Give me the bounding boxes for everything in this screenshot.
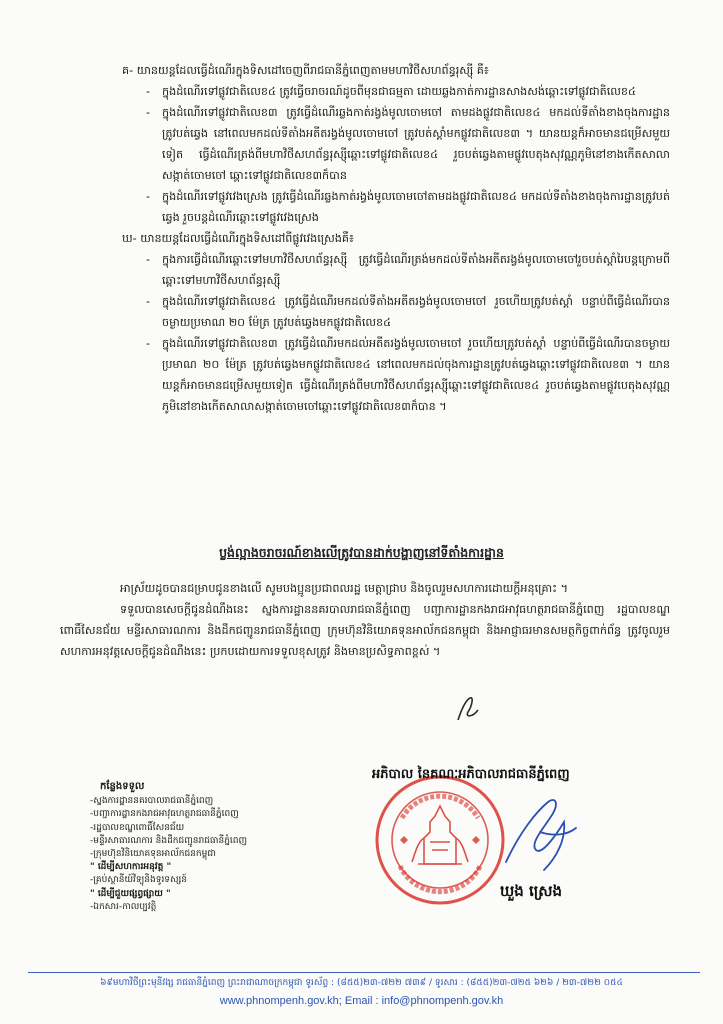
recipient-item: -គ្រប់ស្ថានីយ៍វិទ្យុនិងទូរទស្សន៍: [90, 875, 187, 886]
gha-bullet: - ក្នុងដំណើរទៅផ្លូវជាតិលេខ៣ ត្រូវធ្វើដំណើរមកដល់អតីតរង្វង់មូលចោមចៅ រួចហើយត្រូវបត់ស្តាំ បន្ទាប់ពីធ្វើដំណើរបានចម្ងាយប្រមាណ ២០ ម៉ែត្រ ត្រូវបត់ឆ្វេងមកផ្លូវជាតិលេខ៤ នៅពេលមកដល់ចុងការដ្ឋានត្រូវបត់ឆ្វេងឆ្ពោះទៅផ្លូវជាតិលេខ៣ ។ យានយន្តក៏អាចមានជម្រើសមួយទៀត ធ្វើដំណើរត្រង់ពីមហាវិថីសហព័ន្ធរុស្ស៊ីឆ្ពោះទៅផ្លូវជាតិលេខ៤ រួចបត់ឆ្វេងតាមផ្លូវបេតុងសុវណ្ណភូមិនៅខាងកើតសាលាសង្កាត់ចោមចៅឆ្ពោះទៅផ្លូវជាតិលេខ៣ក៏បាន ។: [146, 337, 670, 413]
recipient-item: -ឯកសារ-កាលប្បវត្តិ: [90, 901, 157, 912]
recipient-note: " ដើម្បីសហការអនុវត្ត ": [90, 862, 172, 873]
ga-bullet: - ក្នុងដំណើរទៅផ្លូវជាតិលេខ៣ ត្រូវធ្វើដំណើរឆ្លងកាត់រង្វង់មូលចោមចៅ តាមដងផ្លូវជាតិលេខ៤ មកដល់ទីតាំងខាងចុងការដ្ឋានត្រូវបត់ឆ្វេង នៅពេលមកដល់ទីតាំងអតីតរង្វង់មូលចោមចៅ ត្រូវបត់ស្តាំមកផ្លូវជាតិលេខ៣ ។ យានយន្តក៏អាចមានជម្រើសមួយទៀត ធ្វើដំណើរត្រង់ពីមហាវិថីសហព័ន្ធរុស្ស៊ីឆ្ពោះទៅផ្លូវជាតិលេខ៤ រួចបត់ឆ្វេងតាមផ្លូវបេតុងសុវណ្ណភូមិនៅខាងកើតសាលាសង្កាត់ចោមចៅ ឆ្ពោះទៅផ្លូវជាតិលេខ៣ក៏បាន: [146, 106, 670, 182]
ga-bullet: - ក្នុងដំណើរទៅផ្លូវវេងស្រេង ត្រូវធ្វើដំណើរឆ្លងកាត់រង្វង់មូលចោមចៅតាមដងផ្លូវជាតិលេខ៤ មកដល់ទីតាំងខាងចុងការដ្ឋានត្រូវបត់ឆ្វេង រួចបន្តដំណើរឆ្ពោះទៅផ្លូវវេងស្រេង: [146, 190, 670, 224]
recipient-item: -ស្នងការដ្ឋាននគរបាលរាជធានីភ្នំពេញ: [90, 796, 214, 807]
gha-bullet-text: ក្នុងការធ្វើដំណើរឆ្ពោះទៅមហាវិថីសហព័ន្ធរុស្ស៊ី ត្រូវធ្វើដំណើរត្រង់មកដល់ទីតាំងអតីតរង្វង់មូលចោមចៅរួចបត់ស្តាំរៃបន្តក្រោមពីឆ្ពោះទៅមហាវិថីសហព័ន្ធរុស្ស៊ី: [162, 253, 670, 287]
gha-bullet: - ក្នុងការធ្វើដំណើរឆ្ពោះទៅមហាវិថីសហព័ន្ធរុស្ស៊ី ត្រូវធ្វើដំណើរត្រង់មកដល់ទីតាំងអតីតរង្វង់មូលចោមចៅរួចបត់ស្តាំរៃបន្តក្រោមពីឆ្ពោះទៅមហាវិថីសហព័ន្ធរុស្ស៊ី: [146, 253, 670, 287]
recipient-note: " ដើម្បីជួយផ្សព្វផ្សាយ ": [90, 888, 171, 899]
official-seal-icon: [372, 772, 508, 908]
recipient-item: -ក្រុមហ៊ុនវិនិយោគទុនអាល័កជនកម្ពុជា: [90, 849, 216, 860]
ga-bullet-text: ក្នុងដំណើរទៅផ្លូវជាតិលេខ៣ ត្រូវធ្វើដំណើរឆ្លងកាត់រង្វង់មូលចោមចៅ តាមដងផ្លូវជាតិលេខ៤ មកដល់ទីតាំងខាងចុងការដ្ឋានត្រូវបត់ឆ្វេង នៅពេលមកដល់ទីតាំងអតីតរង្វង់មូលចោមចៅ ត្រូវបត់ស្តាំមកផ្លូវជាតិលេខ៣ ។ យានយន្តក៏អាចមានជម្រើសមួយទៀត ធ្វើដំណើរត្រង់ពីមហាវិថីសហព័ន្ធរុស្ស៊ីឆ្ពោះទៅផ្លូវជាតិលេខ៤ រួចបត់ឆ្វេងតាមផ្លូវបេតុងសុវណ្ណភូមិនៅខាងកើតសាលាសង្កាត់ចោមចៅ ឆ្ពោះទៅផ្លូវជាតិលេខ៣ក៏បាន: [162, 106, 670, 182]
handwritten-mark-icon: [448, 694, 484, 724]
recipients-list: [90, 780, 360, 914]
closing-text: [60, 578, 670, 662]
recipient-item: -រដ្ឋបាលខណ្ឌពោធិ៍សែនជ័យ: [90, 822, 185, 833]
ga-bullet-text: ក្នុងដំណើរទៅផ្លូវជាតិលេខ៤ ត្រូវធ្វើចរាចរណ៍ដូចពីមុនជាធម្មតា ដោយឆ្លងកាត់ការដ្ឋានសាងសង់ឆ្ពោះទៅផ្លូវជាតិលេខ៤: [162, 85, 636, 98]
footer-contact: www.phnompenh.gov.kh; Email : info@phnompenh.gov.kh: [219, 995, 504, 1007]
gha-bullet-text: ក្នុងដំណើរទៅផ្លូវជាតិលេខ៣ ត្រូវធ្វើដំណើរមកដល់អតីតរង្វង់មូលចោមចៅ រួចហើយត្រូវបត់ស្តាំ បន្ទាប់ពីធ្វើដំណើរបានចម្ងាយប្រមាណ ២០ ម៉ែត្រ ត្រូវបត់ឆ្វេងមកផ្លូវជាតិលេខ៤ នៅពេលមកដល់ចុងការដ្ឋានត្រូវបត់ឆ្វេងឆ្ពោះទៅផ្លូវជាតិលេខ៣ ។ យានយន្តក៏អាចមានជម្រើសមួយទៀត ធ្វើដំណើរត្រង់ពីមហាវិថីសហព័ន្ធរុស្ស៊ីឆ្ពោះទៅផ្លូវជាតិលេខ៤ រួចបត់ឆ្វេងតាមផ្លូវបេតុងសុវណ្ណភូមិនៅខាងកើតសាលាសង្កាត់ចោមចៅឆ្ពោះទៅផ្លូវជាតិលេខ៣ក៏បាន ។: [162, 337, 670, 413]
footer-divider: [28, 972, 700, 973]
ga-bullet-text: ក្នុងដំណើរទៅផ្លូវវេងស្រេង ត្រូវធ្វើដំណើរឆ្លងកាត់រង្វង់មូលចោមចៅតាមដងផ្លូវជាតិលេខ៤ មកដល់ទីតាំងខាងចុងការដ្ឋានត្រូវបត់ឆ្វេង រួចបន្តដំណើរឆ្ពោះទៅផ្លូវវេងស្រេង: [162, 190, 670, 224]
recipient-item: -បញ្ជាការដ្ឋានកងរាជអាវុធហត្ថរាជធានីភ្នំពេញ: [90, 809, 239, 820]
closing-paragraph-1: អាស្រ័យដូចបានជម្រាបជូនខាងលើ សូមបងប្អូនប្រជាពលរដ្ឋ មេត្តាជ្រាប និងចូលរួមសហការដោយក្តីអនុគ្រោះ ។: [120, 582, 568, 595]
body-text: [60, 60, 670, 417]
gha-bullet: - ក្នុងដំណើរទៅផ្លូវជាតិលេខ៤ ត្រូវធ្វើដំណើរមកដល់ទីតាំងអតីតរង្វង់មូលចោមចៅ រួចហើយត្រូវបត់ស្តាំ បន្ទាប់ពីធ្វើដំណើរបានចម្ងាយប្រមាណ ២០ ម៉ែត្រ ត្រូវបត់ឆ្វេងមកផ្លូវជាតិលេខ៤: [146, 295, 670, 329]
section-heading: ប្លង់ល្អាងចរាចរណ៍ខាងលើត្រូវបានដាក់បង្ហាញនៅទីតាំងការដ្ឋាន: [219, 545, 504, 560]
ga-bullet: - ក្នុងដំណើរទៅផ្លូវជាតិលេខ៤ ត្រូវធ្វើចរាចរណ៍ដូចពីមុនជាធម្មតា ដោយឆ្លងកាត់ការដ្ឋានសាងសង់ឆ្ពោះទៅផ្លូវជាតិលេខ៤: [146, 85, 636, 98]
signatory-title: អភិបាល នៃគណៈអភិបាលរាជធានីភ្នំពេញ: [372, 767, 570, 782]
gha-bullet-text: ក្នុងដំណើរទៅផ្លូវជាតិលេខ៤ ត្រូវធ្វើដំណើរមកដល់ទីតាំងអតីតរង្វង់មូលចោមចៅ រួចហើយត្រូវបត់ស្តាំ បន្ទាប់ពីធ្វើដំណើរបានចម្ងាយប្រមាណ ២០ ម៉ែត្រ ត្រូវបត់ឆ្វេងមកផ្លូវជាតិលេខ៤: [162, 295, 670, 329]
recipient-item: -មន្ទីរសាធារណការ និងដឹកជញ្ជូនរាជធានីភ្នំពេញ: [90, 835, 248, 846]
signature-icon: [500, 792, 580, 877]
item-ga: គ- យានយន្តដែលធ្វើដំណើរក្នុងទិសដៅចេញពីរាជធានីភ្នំពេញតាមមហាវិថីសហព័ន្ធរុស្ស៊ី គឺ៖: [122, 64, 489, 77]
signatory-name: ឃួង ស្រេង: [500, 882, 563, 900]
closing-paragraph-2: ទទួលបានសេចក្តីជូនដំណឹងនេះ ស្នងការដ្ឋាននគរបាលរាជធានីភ្នំពេញ បញ្ជាការដ្ឋានកងរាជអាវុធហត្ថរាជធានីភ្នំពេញ រដ្ឋបាលខណ្ឌពោធិ៍សែនជ័យ មន្ទីរសាធារណការ និងដឹកជញ្ជូនរាជធានីភ្នំពេញ ក្រុមហ៊ុនវិនិយោគទុនអាល័កជនកម្ពុជា និងអាជ្ញាធរមានសមត្ថកិច្ចពាក់ព័ន្ធ ត្រូវចូលរួមសហការអនុវត្តសេចក្តីជូនដំណឹងនេះ ប្រកបដោយការទទួលខុសត្រូវ និងមានប្រសិទ្ធភាពខ្ពស់ ។: [60, 603, 670, 658]
item-gha: ឃ- យានយន្តដែលធ្វើដំណើរក្នុងទិសដៅពីផ្លូវវេងស្រេងគឺ៖: [122, 232, 354, 245]
footer-address: ៦៩មហាវិថីព្រះមុនីវង្ស រាជធានីភ្នំពេញ ព្រះរាជាណាចក្រកម្ពុជា ទូរស័ព្ទ : (៨៥៥)២៣-៧២២ ៧៣៩ / ទូរសារ : (៨៥៥)២៣-៧២៥ ៦២៦ / ២៣-៧២២ ០៥៤: [100, 978, 623, 988]
recipients-title: កន្លែងទទួល: [100, 781, 145, 792]
